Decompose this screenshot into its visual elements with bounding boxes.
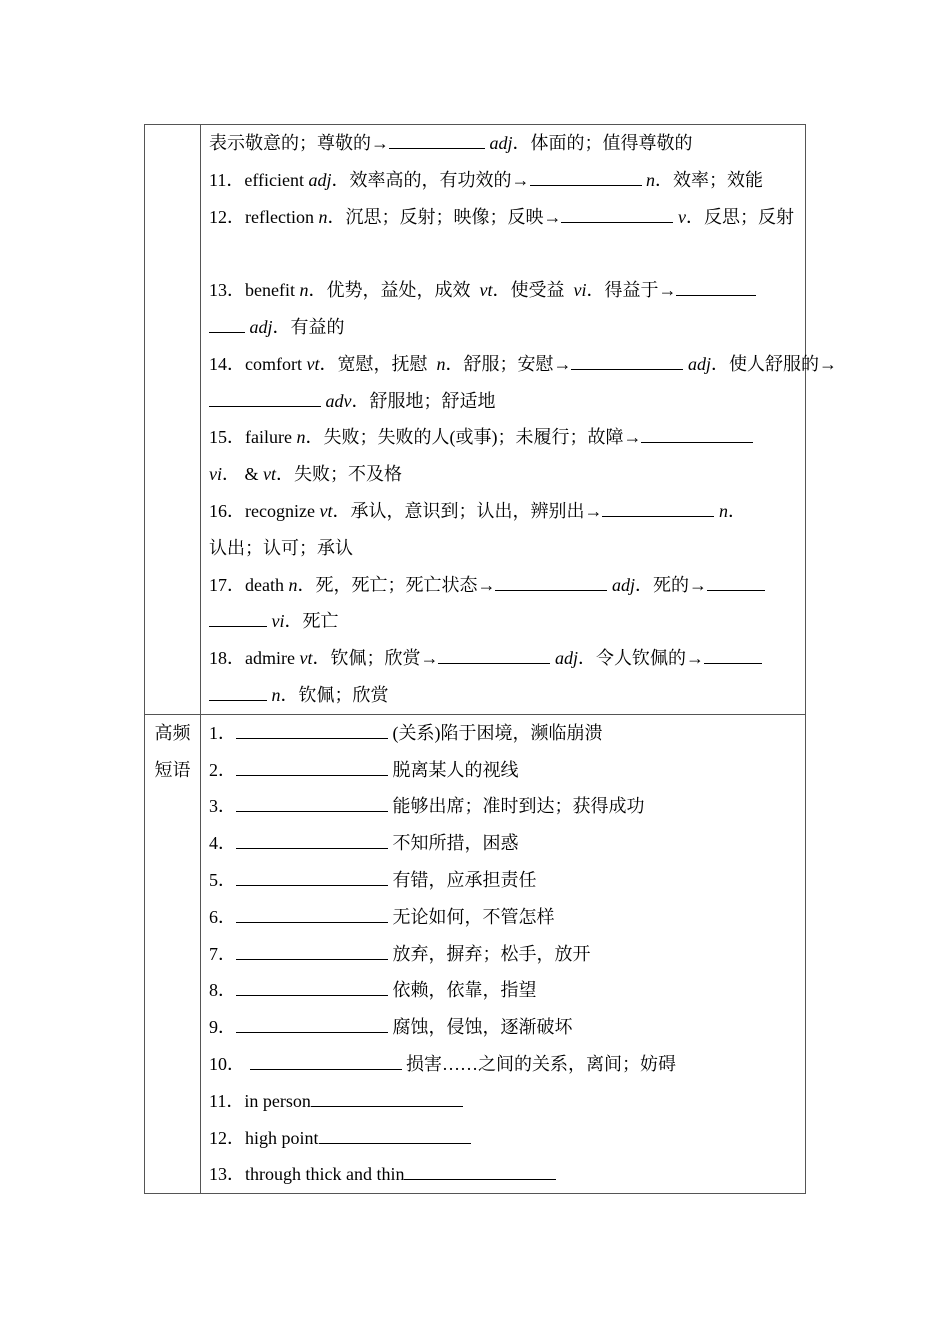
- vocab-line-0: 表示敬意的；尊敬的→ adj．体面的；值得尊敬的: [209, 125, 798, 162]
- answer-blank[interactable]: [641, 424, 753, 443]
- answer-blank[interactable]: [209, 388, 321, 407]
- phrases-label-cell: [145, 714, 201, 1193]
- answer-blank[interactable]: [236, 720, 388, 739]
- answer-blank[interactable]: [404, 1161, 556, 1180]
- answer-blank[interactable]: [438, 645, 550, 664]
- phrase-item: 8． 依赖，依靠，指望: [209, 972, 798, 1009]
- phrase-item: 4． 不知所措，困惑: [209, 825, 798, 862]
- vocab-item-12: 12．reflection n．沉思；反射；映像；反映→ v．反思；反射: [209, 199, 798, 236]
- phrase-item: 1． (关系)陷于困境，濒临崩溃: [209, 715, 798, 752]
- answer-blank[interactable]: [602, 498, 714, 517]
- answer-blank[interactable]: [704, 645, 762, 664]
- phrase-english-item: 12．high point: [209, 1120, 798, 1157]
- answer-blank[interactable]: [236, 830, 388, 849]
- phrase-item: 9． 腐蚀，侵蚀，逐渐破坏: [209, 1009, 798, 1046]
- vocab-item-16-cont: 认出；认可；承认: [209, 537, 353, 558]
- vocab-item-15-cont: vi． & vt．失败；不及格: [209, 464, 403, 485]
- vocab-content-cell: [201, 125, 837, 715]
- vocabulary-table: [144, 124, 837, 1194]
- answer-blank[interactable]: [236, 793, 388, 812]
- phrase-item: 10． 损害……之间的关系，离间；妨碍: [209, 1046, 798, 1083]
- vocab-item-12-cont: [209, 235, 798, 272]
- phrase-item: 3． 能够出席；准时到达；获得成功: [209, 788, 798, 825]
- vocab-item-17: 17．death n．死，死亡；死亡状态→ adj．死的→: [209, 567, 798, 604]
- vocab-row: [145, 125, 806, 715]
- answer-blank[interactable]: [209, 608, 267, 627]
- phrases-row: [145, 714, 806, 1193]
- phrases-label-1: 高频: [154, 722, 191, 743]
- phrase-item: 6． 无论如何，不管怎样: [209, 899, 798, 936]
- answer-blank[interactable]: [209, 682, 267, 701]
- vocab-item-13: 13．benefit n．优势，益处，成效 vt．使受益 vi．得益于→: [209, 272, 798, 309]
- vocab-item-16: 16．recognize vt．承认，意识到；认出，辨别出→ n．: [209, 493, 798, 530]
- phrase-item: 2． 脱离某人的视线: [209, 752, 798, 789]
- answer-blank[interactable]: [571, 351, 683, 370]
- answer-blank[interactable]: [236, 941, 388, 960]
- answer-blank[interactable]: [209, 314, 245, 333]
- answer-blank[interactable]: [676, 277, 756, 296]
- answer-blank[interactable]: [561, 204, 673, 223]
- vocab-item-15: 15．failure n．失败；失败的人(或事)；未履行；故障→: [209, 419, 798, 456]
- answer-blank[interactable]: [236, 977, 388, 996]
- vocab-item-18-cont: n．钦佩；欣赏: [209, 677, 798, 714]
- answer-blank[interactable]: [236, 867, 388, 886]
- answer-blank[interactable]: [530, 167, 642, 186]
- vocab-item-14-cont: adv．舒服地；舒适地: [209, 383, 798, 420]
- phrases-content-cell: [201, 714, 806, 1193]
- answer-blank[interactable]: [707, 572, 765, 591]
- phrase-item: 7． 放弃，摒弃；松手，放开: [209, 936, 798, 973]
- vocab-item-18: 18．admire vt．钦佩；欣赏→ adj．令人钦佩的→: [209, 640, 798, 677]
- phrase-item: 5． 有错，应承担责任: [209, 862, 798, 899]
- answer-blank[interactable]: [236, 904, 388, 923]
- phrases-label-2: 短语: [154, 759, 191, 780]
- answer-blank[interactable]: [236, 1014, 388, 1033]
- phrase-english-item: 13．through thick and thin: [209, 1156, 798, 1193]
- answer-blank[interactable]: [311, 1088, 463, 1107]
- answer-blank[interactable]: [319, 1125, 471, 1144]
- vocab-item-11: 11．efficient adj．效率高的，有功效的→ n．效率；效能: [209, 162, 798, 199]
- answer-blank[interactable]: [389, 130, 485, 149]
- answer-blank[interactable]: [495, 572, 607, 591]
- vocab-item-13-cont: adj．有益的: [209, 309, 798, 346]
- answer-blank[interactable]: [236, 757, 388, 776]
- answer-blank[interactable]: [250, 1051, 402, 1070]
- empty-label-cell: [145, 125, 201, 715]
- vocab-item-14: 14．comfort vt．宽慰，抚慰 n．舒服；安慰→ adj．使人舒服的→: [209, 346, 798, 383]
- vocab-item-17-cont: vi．死亡: [209, 603, 798, 640]
- phrase-english-item: 11．in person: [209, 1083, 798, 1120]
